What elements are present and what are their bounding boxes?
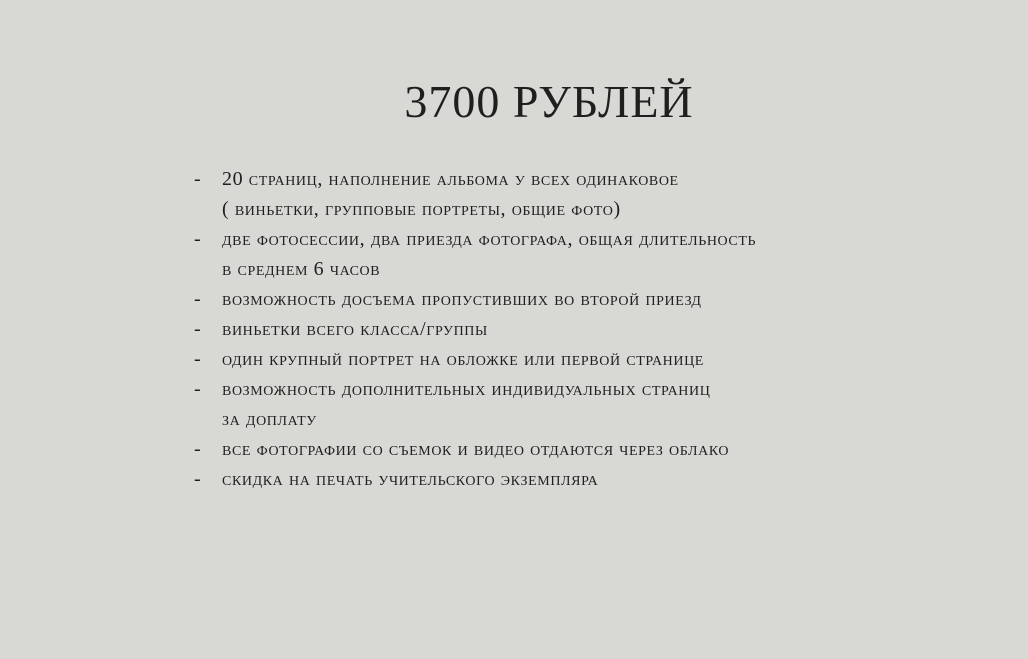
list-item bbox=[194, 464, 994, 494]
bullet-dash: - bbox=[194, 318, 202, 340]
price-title: 3700 РУБЛЕЙ bbox=[404, 76, 694, 127]
bullet-dash: - bbox=[194, 438, 202, 460]
list-item-text: возможность досъема пропустивших во второй приезд bbox=[222, 288, 702, 310]
list-item-text: ( виньетки, групповые портреты, общие фото) bbox=[222, 198, 621, 220]
list-item-text: все фотографии со съемок и видео отдаются через облако bbox=[222, 438, 730, 460]
list-item-text: скидка на печать учительского экземпляра bbox=[222, 468, 599, 490]
list-item bbox=[194, 314, 994, 344]
list-item bbox=[194, 284, 994, 314]
list-item-text: за доплату bbox=[222, 408, 317, 430]
list-item-text: возможность дополнительных индивидуальных страниц bbox=[222, 378, 711, 400]
list-item bbox=[194, 344, 994, 374]
bullet-dash: - bbox=[194, 168, 202, 190]
bullet-dash: - bbox=[194, 378, 202, 400]
list-item-text: в среднем 6 часов bbox=[222, 258, 381, 280]
list-item bbox=[194, 434, 994, 464]
list-item-text: две фотосессии, два приезда фотографа, общая длительность bbox=[222, 228, 757, 250]
list-item bbox=[194, 374, 994, 434]
bullet-dash: - bbox=[194, 348, 202, 370]
bullet-dash: - bbox=[194, 468, 202, 490]
list-item-text: один крупный портрет на обложке или первой странице bbox=[222, 348, 704, 370]
bullet-dash: - bbox=[194, 228, 202, 250]
features-list bbox=[194, 164, 994, 494]
list-item bbox=[194, 164, 994, 224]
list-item-text: 20 страниц, наполнение альбома у всех одинаковое bbox=[222, 168, 679, 190]
list-item bbox=[194, 224, 994, 284]
bullet-dash: - bbox=[194, 288, 202, 310]
list-item-text: виньетки всего класса/группы bbox=[222, 318, 488, 340]
